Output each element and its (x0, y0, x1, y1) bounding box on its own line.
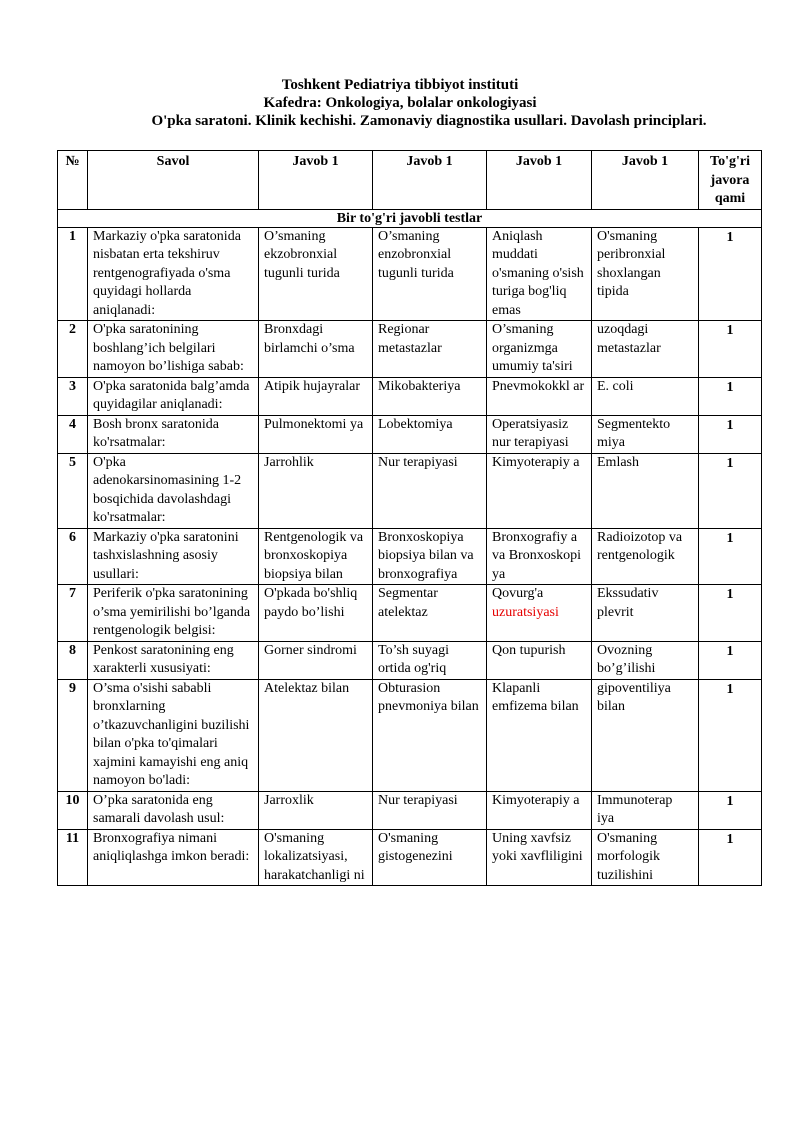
answer-4: Immunoterap iya (592, 791, 699, 829)
correct-count: 1 (699, 528, 762, 585)
answer-4: uzoqdagi metastazlar (592, 321, 699, 378)
question-text: Penkost saratonining eng xarakterli xususiyati: (88, 641, 259, 679)
answer-4: Radioizotop va rentgenologik (592, 528, 699, 585)
answer-1: O'pkada bo'shliq paydo bo’lishi (259, 585, 373, 642)
answer-3: O’smaning organizmga umumiy ta'siri (487, 321, 592, 378)
answer-3: Bronxografiy a va Bronxoskopi ya (487, 528, 592, 585)
answer-3: Kimyoterapiy a (487, 791, 592, 829)
table-row (58, 829, 762, 886)
answer-3: Qon tupurish (487, 641, 592, 679)
table-row (58, 641, 762, 679)
correct-count: 1 (699, 415, 762, 453)
answer-2: Nur terapiyasi (373, 791, 487, 829)
answer-2: O'smaning gistogenezini (373, 829, 487, 886)
answer-4: Ekssudativ plevrit (592, 585, 699, 642)
answer-2: O’smaning enzobronxial tugunli turida (373, 227, 487, 321)
table-row (58, 377, 762, 415)
question-text: O'pka adenokarsinomasining 1-2 bosqichida davolashdagi ko'rsatmalar: (88, 453, 259, 528)
answer-2: Mikobakteriya (373, 377, 487, 415)
question-number: 1 (58, 227, 88, 321)
answer-1: Pulmonektomi ya (259, 415, 373, 453)
question-text: Bronxografiya nimani aniqliqlashga imkon beradi: (88, 829, 259, 886)
answer-3 (487, 585, 592, 642)
correct-count: 1 (699, 829, 762, 886)
question-number: 5 (58, 453, 88, 528)
question-text: Markaziy o'pka saratonini tashxislashning asosiy usullari: (88, 528, 259, 585)
table-row (58, 528, 762, 585)
department-name: Kafedra: Onkologiya, bolalar onkologiyasi (263, 95, 537, 111)
table-row (58, 321, 762, 378)
answer-3: Kimyoterapiy a (487, 453, 592, 528)
col-header-answer: Javob 1 (373, 151, 487, 210)
table-row (58, 585, 762, 642)
correct-count: 1 (699, 321, 762, 378)
question-number: 10 (58, 791, 88, 829)
answer-2: Obturasion pnevmoniya bilan (373, 679, 487, 791)
answer-1: Gorner sindromi (259, 641, 373, 679)
answer-1: Rentgenologik va bronxoskopiya biopsiya bilan (259, 528, 373, 585)
question-number: 11 (58, 829, 88, 886)
question-text: Periferik o'pka saratonining o’sma yemirilishi bo’lganda rentgenologik belgisi: (88, 585, 259, 642)
answer-4: gipoventiliya bilan (592, 679, 699, 791)
table-row (58, 453, 762, 528)
answer-2: Bronxoskopiya biopsiya bilan va bronxografiya (373, 528, 487, 585)
answer-2: Lobektomiya (373, 415, 487, 453)
answer-4: O'smaning morfologik tuzilishini (592, 829, 699, 886)
question-number: 2 (58, 321, 88, 378)
question-number: 8 (58, 641, 88, 679)
correct-count: 1 (699, 679, 762, 791)
col-header-answer: Javob 1 (592, 151, 699, 210)
answer-4: O'smaning peribronxial shoxlangan tipida (592, 227, 699, 321)
question-text: O’sma o'sishi sababli bronxlarning o’tkazuvchanligini buzilishi bilan o'pka to'qimalari xajmini kamayishi eng aniq namoyon bo'ladi: (88, 679, 259, 791)
correct-count: 1 (699, 377, 762, 415)
answer-3: Uning xavfsiz yoki xavfliligini (487, 829, 592, 886)
answer-4: Segmentekto miya (592, 415, 699, 453)
table-row (58, 791, 762, 829)
answer-1: Atipik hujayralar (259, 377, 373, 415)
answer-2: Regionar metastazlar (373, 321, 487, 378)
table-header-row (58, 151, 762, 210)
answer-2: Segmentar atelektaz (373, 585, 487, 642)
answer-1: Bronxdagi birlamchi o’sma (259, 321, 373, 378)
answer-2: Nur terapiyasi (373, 453, 487, 528)
correct-count: 1 (699, 791, 762, 829)
answer-3: Pnevmokokkl ar (487, 377, 592, 415)
table-row (58, 227, 762, 321)
answer-4: Emlash (592, 453, 699, 528)
topic-title: O'pka saratoni. Klinik kechishi. Zamonaviy diagnostika usullari. Davolash principlari. (151, 113, 707, 129)
test-table (57, 150, 762, 886)
correct-count: 1 (699, 227, 762, 321)
question-number: 4 (58, 415, 88, 453)
question-number: 6 (58, 528, 88, 585)
answer-1: O'smaning lokalizatsiyasi, harakatchanligi ni (259, 829, 373, 886)
answer-2: To’sh suyagi ortida og'riq (373, 641, 487, 679)
correct-count: 1 (699, 585, 762, 642)
document-header (0, 76, 800, 130)
col-header-answer: Javob 1 (487, 151, 592, 210)
answer-4: Ovozning bo’g’ilishi (592, 641, 699, 679)
table-row (58, 415, 762, 453)
answer-3: Aniqlash muddati o'smaning o'sish turiga bog'liq emas (487, 227, 592, 321)
correct-count: 1 (699, 453, 762, 528)
answer-4: E. coli (592, 377, 699, 415)
institute-name: Toshkent Pediatriya tibbiyot instituti (281, 77, 519, 93)
col-header-answer: Javob 1 (259, 151, 373, 210)
answer-3: Klapanli emfizema bilan (487, 679, 592, 791)
table-row (58, 679, 762, 791)
question-text: Markaziy o'pka saratonida nisbatan erta tekshiruv rentgenografiyada o'sma quyidagi hollarda aniqlanadi: (88, 227, 259, 321)
answer-3: Operatsiyasiz nur terapiyasi (487, 415, 592, 453)
answer-3-text: Qovurg'a (492, 586, 544, 601)
question-text: O’pka saratonida eng samarali davolash usul: (88, 791, 259, 829)
answer-1: Jarroxlik (259, 791, 373, 829)
section-title: Bir to'g'ri javobli testlar (58, 209, 762, 227)
answer-1: O’smaning ekzobronxial tugunli turida (259, 227, 373, 321)
section-row (58, 209, 762, 227)
correct-count: 1 (699, 641, 762, 679)
col-header-correct: To'g'ri javora qami (699, 151, 762, 210)
question-text: O'pka saratonida balg’amda quyidagilar aniqlanadi: (88, 377, 259, 415)
answer-1: Jarrohlik (259, 453, 373, 528)
question-text: Bosh bronx saratonida ko'rsatmalar: (88, 415, 259, 453)
question-number: 3 (58, 377, 88, 415)
question-number: 7 (58, 585, 88, 642)
answer-3-highlight: uzuratsiyasi (492, 604, 559, 620)
question-number: 9 (58, 679, 88, 791)
col-header-number: № (58, 151, 88, 210)
col-header-question: Savol (88, 151, 259, 210)
answer-1: Atelektaz bilan (259, 679, 373, 791)
question-text: O'pka saratonining boshlang’ich belgilari namoyon bo’lishiga sabab: (88, 321, 259, 378)
